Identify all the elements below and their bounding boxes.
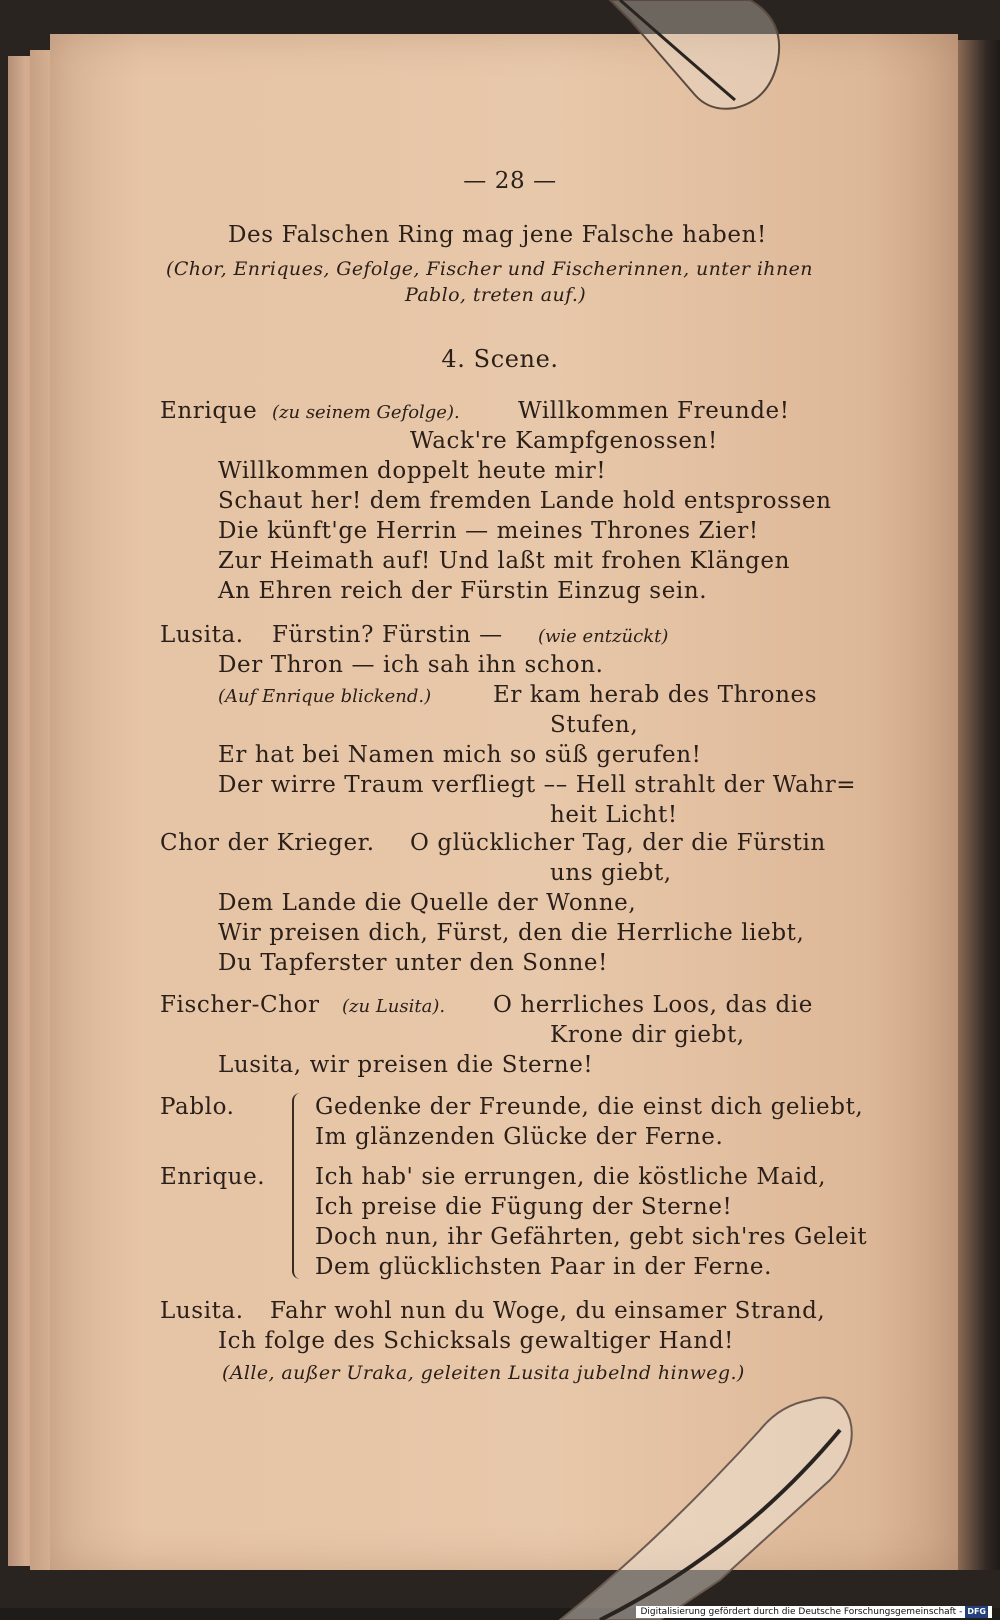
verse-line: O glücklicher Tag, der die Fürstin — [410, 830, 826, 856]
page-clip-bottom — [540, 1390, 870, 1620]
stage-direction: (wie entzückt) — [538, 626, 669, 647]
page-gutter — [958, 40, 1000, 1570]
verse-line: Krone dir giebt, — [550, 1022, 745, 1048]
verse-line: Der wirre Traum verfliegt –– Hell strahlt der Wahr= — [218, 772, 857, 798]
digitization-footer — [636, 1606, 992, 1618]
opening-line: Des Falschen Ring mag jene Falsche haben! — [228, 222, 767, 248]
verse-line: Zur Heimath auf! Und laßt mit frohen Klängen — [218, 548, 791, 574]
verse-line: Wack're Kampfgenossen! — [410, 428, 718, 454]
verse-line: Er kam herab des Thrones — [493, 682, 818, 708]
speaker-enrique: Enrique. — [160, 1164, 266, 1190]
verse-line: Er hat bei Namen mich so süß gerufen! — [218, 742, 702, 768]
page-clip-top — [600, 0, 800, 120]
stage-direction: (Auf Enrique blickend.) — [218, 686, 432, 707]
verse-line: Wir preisen dich, Fürst, den die Herrliche liebt, — [218, 920, 805, 946]
verse-line: O herrliches Loos, das die — [493, 992, 813, 1018]
duet-brace — [292, 1093, 306, 1279]
verse-line: Ich hab' sie errungen, die köstliche Maid, — [315, 1164, 827, 1190]
verse-line: Dem glücklichsten Paar in der Ferne. — [315, 1254, 773, 1280]
verse-line: Du Tapferster unter den Sonne! — [218, 950, 608, 976]
verse-line: Lusita, wir preisen die Sterne! — [218, 1052, 594, 1078]
speaker-pablo: Pablo. — [160, 1094, 235, 1120]
stage-direction: (zu Lusita). — [342, 996, 446, 1017]
verse-line: Doch nun, ihr Gefährten, gebt sich'res Geleit — [315, 1224, 868, 1250]
verse-line: Willkommen Freunde! — [518, 398, 790, 424]
stage-direction: (zu seinem Gefolge). — [272, 402, 460, 423]
stage-direction-line: Pablo, treten auf.) — [405, 284, 587, 306]
verse-line: Fahr wohl nun du Woge, du einsamer Strand, — [270, 1298, 826, 1324]
speaker-lusita: Lusita. — [160, 622, 244, 648]
verse-line: Dem Lande die Quelle der Wonne, — [218, 890, 637, 916]
verse-line: An Ehren reich der Fürstin Einzug sein. — [218, 578, 708, 604]
verse-line: Ich folge des Schicksals gewaltiger Hand! — [218, 1328, 734, 1354]
speaker-lusita: Lusita. — [160, 1298, 244, 1324]
verse-line: Fürstin? Fürstin — — [272, 622, 503, 648]
page-number: — 28 — — [463, 168, 557, 194]
speaker-enrique: Enrique — [160, 398, 258, 424]
verse-line: Schaut her! dem fremden Lande hold entsprossen — [218, 488, 832, 514]
dfg-logo: DFG — [967, 1607, 986, 1616]
speaker-chor-krieger: Chor der Krieger. — [160, 830, 375, 856]
verse-line: Willkommen doppelt heute mir! — [218, 458, 607, 484]
stage-direction-line: (Chor, Enriques, Gefolge, Fischer und Fischerinnen, unter ihnen — [166, 258, 813, 280]
verse-line: Der Thron — ich sah ihn schon. — [218, 652, 604, 678]
stage-direction-line: (Alle, außer Uraka, geleiten Lusita jubelnd hinweg.) — [222, 1362, 745, 1384]
verse-line: Gedenke der Freunde, die einst dich geliebt, — [315, 1094, 864, 1120]
verse-line: uns giebt, — [550, 860, 672, 886]
footer-text: Digitalisierung gefördert durch die Deutsche Forschungsgemeinschaft - — [640, 1607, 963, 1617]
verse-line: Die künft'ge Herrin — meines Thrones Zier! — [218, 518, 759, 544]
verse-line: heit Licht! — [550, 802, 678, 828]
scene-title: 4. Scene. — [441, 345, 559, 373]
verse-line: Ich preise die Fügung der Sterne! — [315, 1194, 733, 1220]
verse-line: Stufen, — [550, 712, 639, 738]
verse-line: Im glänzenden Glücke der Ferne. — [315, 1124, 724, 1150]
speaker-fischer-chor: Fischer-Chor — [160, 992, 320, 1018]
